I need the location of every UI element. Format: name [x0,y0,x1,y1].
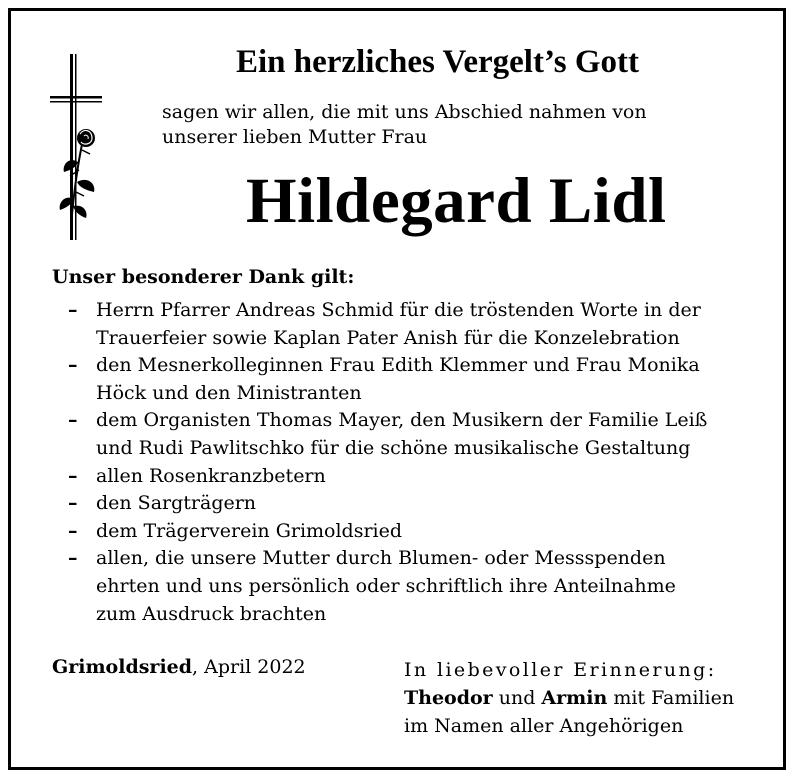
signatory-and: und [492,687,542,709]
list-item [68,297,768,352]
list-item-text: den Sargträgern [96,492,257,515]
cross-with-rose-icon [46,54,108,244]
memory-line: In liebevoller Erinnerung: [404,659,717,681]
signatory-1: Theodor [404,687,493,709]
place-date-text: , April 2022 [192,656,306,678]
list-item-text: dem Organisten Thomas Mayer, den Musikern der Familie Leiß und Rudi Pawlitschko für die schöne musikalische Gestaltung [96,409,708,459]
list-dash: – [68,547,78,570]
list-item-text: Herrn Pfarrer Andreas Schmid für die tröstenden Worte in der Trauerfeier sowie Kaplan Pater Anish für die Konzelebration [96,299,701,349]
list-item [68,407,768,462]
list-dash: – [68,464,78,487]
list-item-text: allen Rosenkranzbetern [96,464,326,487]
thanks-title: Unser besonderer Dank gilt: [52,266,355,288]
signature-block [404,656,734,740]
signatory-2: Armin [541,687,608,709]
list-item [68,518,768,546]
heading: Ein herzliches Vergelt’s Gott [236,44,639,80]
list-item-text: allen, die unsere Mutter durch Blumen- oder Messspenden ehrten und uns persönlich oder schriftlich ihre Anteilnahme zum Ausdruck brachten [96,547,676,625]
deceased-name: Hildegard Lidl [246,165,667,237]
list-item [68,490,768,518]
intro-line-2: unserer lieben Mutter Frau [162,126,428,148]
intro-line-1: sagen wir allen, die mit uns Abschied nahmen von [162,101,647,123]
list-item [68,545,768,628]
thanks-list [68,297,768,628]
list-dash: – [68,492,78,515]
relatives-line: im Namen aller Angehörigen [404,715,684,737]
place-date [52,656,306,678]
intro-text [162,100,722,150]
list-item [68,463,768,491]
list-dash: – [68,409,78,432]
place-town: Grimoldsried [52,656,193,678]
list-item-text: dem Trägerverein Grimoldsried [96,519,403,542]
list-dash: – [68,354,78,377]
signatories-line [404,684,734,712]
list-dash: – [68,519,78,542]
list-dash: – [68,299,78,321]
signatory-families: mit Familien [607,687,735,709]
list-item [68,352,768,407]
list-item-text: den Mesnerkolleginnen Frau Edith Klemmer und Frau Monika Höck und den Ministranten [96,354,700,404]
